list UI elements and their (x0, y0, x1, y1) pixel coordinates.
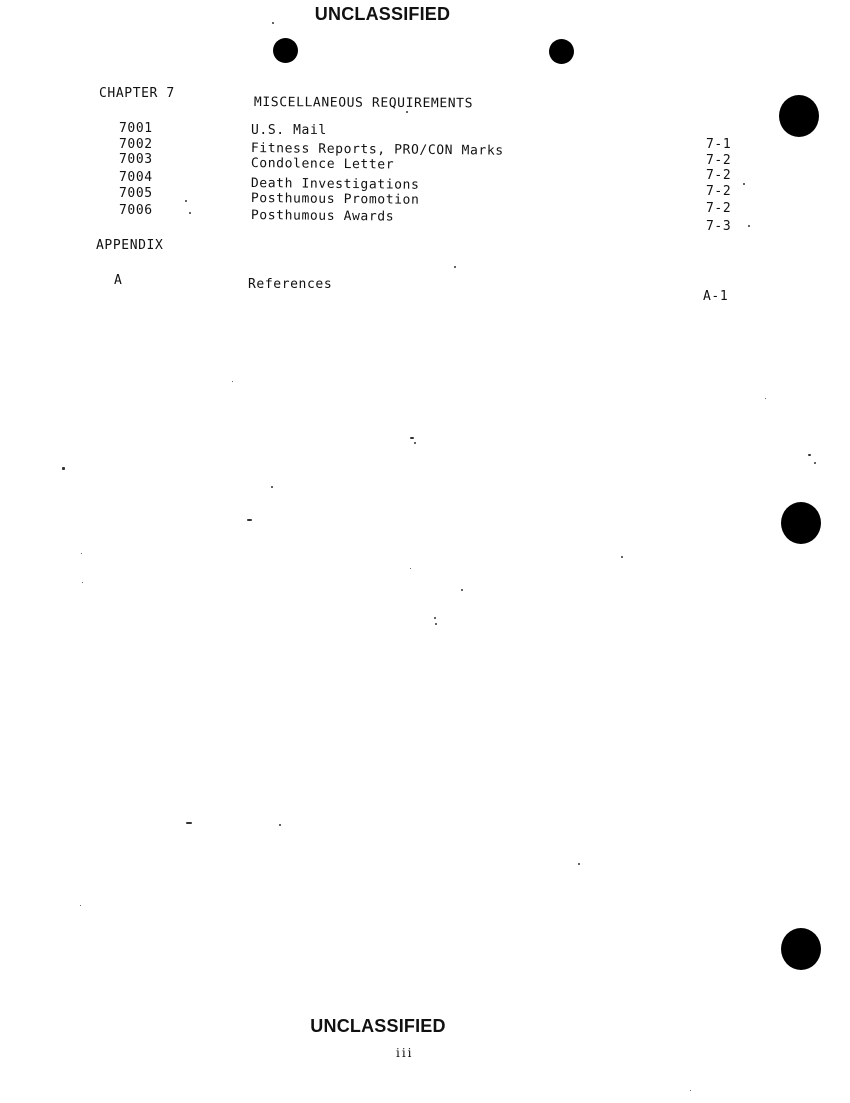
scan-speck (81, 553, 82, 554)
toc-entry-number: 7006 (119, 203, 153, 218)
toc-entry-number: 7003 (119, 152, 153, 167)
binder-hole-top-left (273, 38, 298, 63)
toc-entry-page: 7-2 (706, 184, 732, 199)
scan-speck (814, 462, 816, 464)
scan-speck (232, 381, 233, 382)
scan-speck (410, 568, 411, 569)
page-number: iii (396, 1046, 414, 1060)
scan-speck (690, 1090, 691, 1091)
toc-entry-title: Posthumous Awards (250, 208, 395, 225)
appendix-label: APPENDIX (96, 238, 164, 253)
scan-speck (765, 398, 766, 399)
toc-entry-number: 7002 (119, 137, 153, 152)
scan-speck (247, 519, 252, 521)
appendix-entry-title: References (248, 277, 333, 292)
toc-entry-page: 7-2 (706, 201, 732, 216)
toc-entry-title: U.S. Mail (251, 123, 327, 138)
appendix-entry (0, 273, 850, 304)
scan-speck (271, 486, 273, 488)
scan-speck (62, 467, 65, 470)
binder-hole-right-lower (781, 928, 821, 970)
scan-speck (80, 905, 81, 906)
toc-entry-page: 7-2 (706, 153, 732, 168)
scan-speck (434, 617, 436, 619)
classification-header: UNCLASSIFIED (314, 4, 451, 24)
chapter-title: MISCELLANEOUS REQUIREMENTS (253, 95, 474, 112)
scan-speck (414, 442, 416, 444)
toc-entry-title: Posthumous Promotion (250, 191, 420, 208)
binder-hole-top-right (549, 39, 574, 64)
toc-entry-number: 7004 (119, 170, 153, 185)
appendix-entry-page: A-1 (703, 289, 729, 304)
classification-footer: UNCLASSIFIED (310, 1016, 446, 1036)
scan-speck (743, 183, 745, 185)
scan-speck (279, 824, 281, 826)
scan-speck (621, 556, 623, 558)
scan-speck (410, 437, 414, 439)
scan-speck (578, 863, 580, 865)
appendix-entry-letter: A (114, 273, 123, 288)
chapter-label: CHAPTER 7 (99, 86, 175, 101)
toc-entry-page: 7-1 (706, 137, 732, 152)
toc-entry-title: Death Investigations (250, 176, 420, 193)
toc-entry (0, 203, 850, 234)
toc-entry-page: 7-3 (706, 219, 732, 234)
scan-speck (748, 225, 750, 227)
scan-speck (435, 623, 437, 625)
scan-speck (186, 822, 192, 824)
scan-speck (189, 212, 191, 214)
toc-entry-title: Condolence Letter (250, 156, 395, 173)
toc-entry-number: 7005 (119, 186, 153, 201)
toc-entry-number: 7001 (119, 121, 153, 136)
scan-speck (272, 22, 274, 24)
toc-entry-page: 7-2 (706, 168, 732, 183)
scan-speck (406, 111, 408, 113)
scan-speck (461, 589, 463, 591)
scan-speck (82, 582, 83, 583)
scan-speck (185, 200, 187, 202)
toc-entry-title: Fitness Reports, PRO/CON Marks (250, 141, 504, 159)
scan-speck (454, 266, 456, 268)
scan-speck (808, 454, 811, 456)
binder-hole-right-middle (781, 502, 821, 544)
